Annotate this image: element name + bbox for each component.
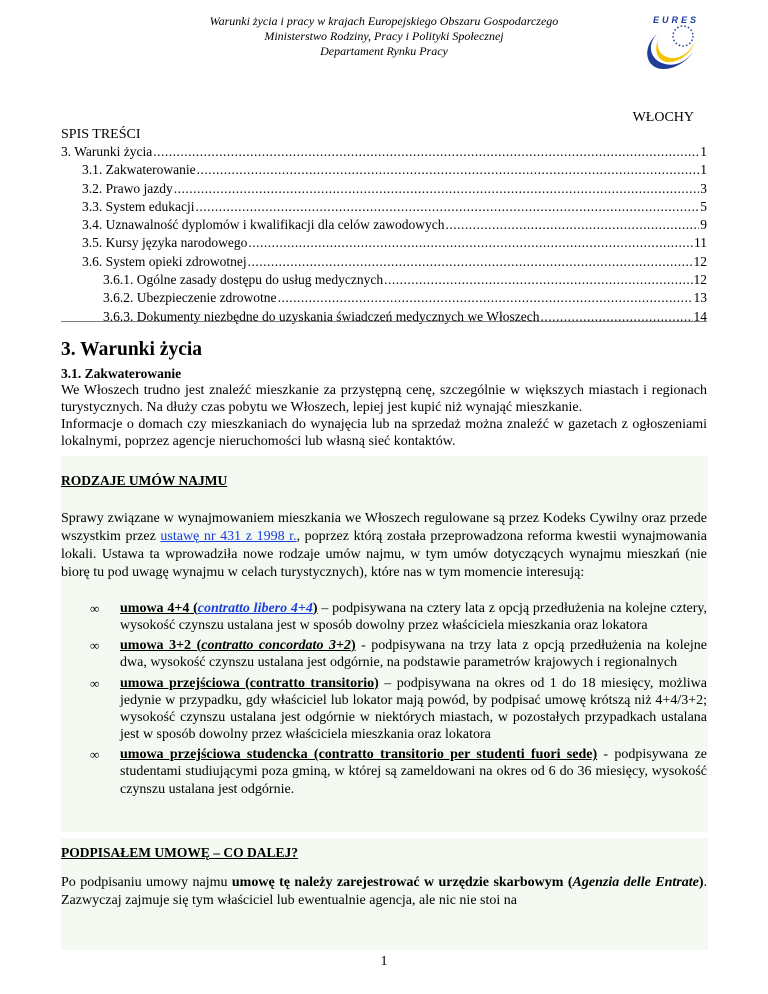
law-431-link[interactable]: ustawę nr 431 z 1998 r. bbox=[160, 529, 297, 544]
toc-entry[interactable] bbox=[61, 308, 707, 326]
contract-italic: contratto concordato 3+2 bbox=[201, 638, 351, 654]
intro-paragraph-2: Informacje o domach czy mieszkaniach do wynajęcia lub na sprzedaż można znaleźć w gazetach z ogłoszeniami lokalnymi, poprzez agencje nieruchomości lub własną sieć kontaktów. bbox=[61, 417, 707, 449]
contract-description: – podpisywana na cztery lata z opcją przedłużenia na kolejne cztery, wysokość czynszu ustalana jest w sposób dowolny przez właściciela mieszkania oraz lokatora bbox=[120, 601, 707, 634]
toc-entry-page: 9 bbox=[700, 217, 707, 233]
contract-term[interactable]: umowa 3+2 (contratto concordato 3+2) bbox=[120, 638, 356, 654]
intro-text-a: Sprawy związane w wynajmowaniem mieszkania we Włoszech regulowane są przez Kodeks Cywilny oraz przede wszystkim przez bbox=[61, 511, 707, 544]
contract-term[interactable]: umowa przejściowa studencka (contratto transitorio per studenti fuori sede) bbox=[120, 747, 598, 763]
toc-leader bbox=[248, 234, 693, 252]
toc-entry[interactable] bbox=[61, 198, 707, 216]
header-line-2: Ministerstwo Rodziny, Pracy i Polityki Społecznej bbox=[264, 29, 504, 43]
toc-entry-label: 3.4. Uznawalność dyplomów i kwalifikacji dla celów zawodowych bbox=[82, 217, 445, 233]
toc-entry-page: 5 bbox=[700, 198, 707, 214]
toc-entry-page: 13 bbox=[693, 290, 707, 306]
toc-entry[interactable] bbox=[61, 289, 707, 307]
toc-entry-label: 3.6.1. Ogólne zasady dostępu do usług medycznych bbox=[103, 272, 384, 288]
toc-entry-label: 3. Warunki życia bbox=[61, 144, 153, 159]
eures-logo bbox=[643, 14, 709, 80]
toc-leader bbox=[446, 216, 700, 234]
toc-leader bbox=[384, 271, 692, 289]
list-item bbox=[90, 600, 707, 634]
toc-entry[interactable] bbox=[61, 180, 707, 198]
toc-entry-label: 3.1. Zakwaterowanie bbox=[82, 162, 196, 178]
contract-term[interactable]: umowa przejściowa (contratto transitorio) bbox=[120, 675, 379, 691]
bullet-icon: ∞ bbox=[90, 675, 100, 691]
after-signing-text: Po podpisaniu umowy najmu umowę tę należy zarejestrować w urzędzie skarbowym (Agenzia delle Entrate). Zazwyczaj zajmuje się tym właściciel lub ewentualnie agencja, ale nic nie stoi na bbox=[61, 875, 707, 908]
section-heading: 3. Warunki życia bbox=[61, 339, 203, 360]
contract-italic-link[interactable]: contratto libero 4+4 bbox=[197, 601, 313, 616]
toc-title: SPIS TREŚCI bbox=[61, 127, 141, 142]
list-item bbox=[90, 746, 707, 797]
toc-leader bbox=[174, 180, 700, 198]
toc-entry-page: 12 bbox=[693, 272, 707, 288]
subsection-heading: 3.1. Zakwaterowanie bbox=[61, 366, 182, 381]
toc-entry-page: 14 bbox=[693, 308, 707, 324]
country-label: WŁOCHY bbox=[632, 110, 694, 125]
toc-leader bbox=[248, 253, 693, 271]
toc-entry-label: 3.2. Prawo jazdy bbox=[82, 180, 173, 196]
toc-entry[interactable] bbox=[61, 271, 707, 289]
header-line-3: Departament Rynku Pracy bbox=[320, 44, 448, 58]
contract-description: - podpisywana na trzy lata z opcją przedłużenia na kolejne dwa, wysokość czynszu ustalana jest odgórnie, na podstawie parametrów krajowych i regionalnych bbox=[120, 638, 707, 671]
rental-types-list bbox=[90, 600, 707, 801]
after-signing-title: PODPISAŁEM UMOWĘ – CO DALEJ? bbox=[61, 845, 299, 860]
toc-entry-label: 3.3. System edukacji bbox=[82, 198, 195, 214]
table-of-contents bbox=[61, 143, 707, 326]
bullet-icon: ∞ bbox=[90, 747, 100, 763]
registration-requirement: umowę tę należy zarejestrować w urzędzie skarbowym ( bbox=[231, 875, 573, 890]
toc-leader bbox=[278, 289, 693, 307]
toc-leader bbox=[153, 143, 699, 161]
contract-description: - podpisywana ze studentami studiującymi poza gminą, w której są zameldowani na okres od 6 do 36 miesięcy, wysokość czynszu ustalana jest odgórnie. bbox=[120, 747, 707, 797]
toc-entry-page: 1 bbox=[700, 162, 707, 178]
bullet-icon: ∞ bbox=[90, 638, 100, 654]
intro-text-b: , poprzez którą została przeprowadzona reforma kwestii wynajmowania lokali. Ustawa ta wprowadziła nowe rodzaje umów najmu, w tym umów dotyczących wynajmu mieszkań (nie biorę tu pod uwagę wynajmu w celach turystycznych), które nas w tym momencie interesują: bbox=[61, 529, 707, 580]
toc-entry-page: 1 bbox=[700, 144, 707, 159]
toc-leader bbox=[195, 198, 699, 216]
list-item bbox=[90, 637, 707, 671]
toc-leader bbox=[540, 308, 692, 326]
rental-types-intro bbox=[61, 510, 707, 582]
toc-entry-page: 3 bbox=[700, 180, 707, 196]
toc-entry[interactable] bbox=[61, 234, 707, 252]
logo-yellow-shape bbox=[656, 38, 695, 62]
list-item bbox=[90, 675, 707, 743]
contract-description: – podpisywana na okres od 1 do 18 miesięcy, możliwa jedynie w przypadku, gdy właściciel lub lokator mają powód, by podpisać umowę krótszą niż 4+4/3+2; wysokość czynszu ustalana jest odgórnie w niektórych miastach, w pozostałych przypadkach ustalana jest w sposób dowolny przez właściciela mieszkania oraz lokatora bbox=[120, 675, 707, 743]
toc-entry-label: 3.6.2. Ubezpieczenie zdrowotne bbox=[103, 290, 277, 306]
contract-term[interactable]: umowa 4+4 (contratto libero 4+4) bbox=[120, 601, 318, 616]
toc-entry[interactable] bbox=[61, 216, 707, 234]
page-number: 1 bbox=[380, 954, 388, 969]
eures-logo-text: EURES bbox=[652, 15, 700, 25]
toc-entry[interactable] bbox=[61, 143, 707, 161]
toc-entry-label: 3.5. Kursy języka narodowego bbox=[82, 235, 248, 251]
header-line-1: Warunki życia i pracy w krajach Europejskiego Obszaru Gospodarczego bbox=[209, 14, 559, 28]
rental-types-title: RODZAJE UMÓW NAJMU bbox=[61, 473, 228, 488]
toc-entry-label: 3.6. System opieki zdrowotnej bbox=[82, 253, 247, 269]
toc-entry-page: 11 bbox=[694, 235, 707, 251]
logo-star-ring bbox=[673, 26, 693, 46]
toc-entry-page: 12 bbox=[693, 253, 707, 269]
agenzia-entrate: Agenzia delle Entrate bbox=[572, 875, 699, 890]
toc-entry-label: 3.6.3. Dokumenty niezbędne do uzyskania świadczeń medycznych we Włoszech bbox=[103, 308, 540, 324]
toc-leader bbox=[197, 161, 700, 179]
divider bbox=[61, 321, 707, 322]
toc-entry[interactable] bbox=[61, 253, 707, 271]
bullet-icon: ∞ bbox=[90, 601, 100, 616]
toc-entry[interactable] bbox=[61, 161, 707, 179]
logo-swoosh bbox=[647, 34, 693, 69]
intro-paragraph-1: We Włoszech trudno jest znaleźć mieszkanie za przystępną cenę, szczególnie w większych miastach i regionach turystycznych. Na dłuży czas pobytu we Włoszech, lepiej jest kupić niż wynająć mieszkanie. bbox=[61, 383, 707, 415]
